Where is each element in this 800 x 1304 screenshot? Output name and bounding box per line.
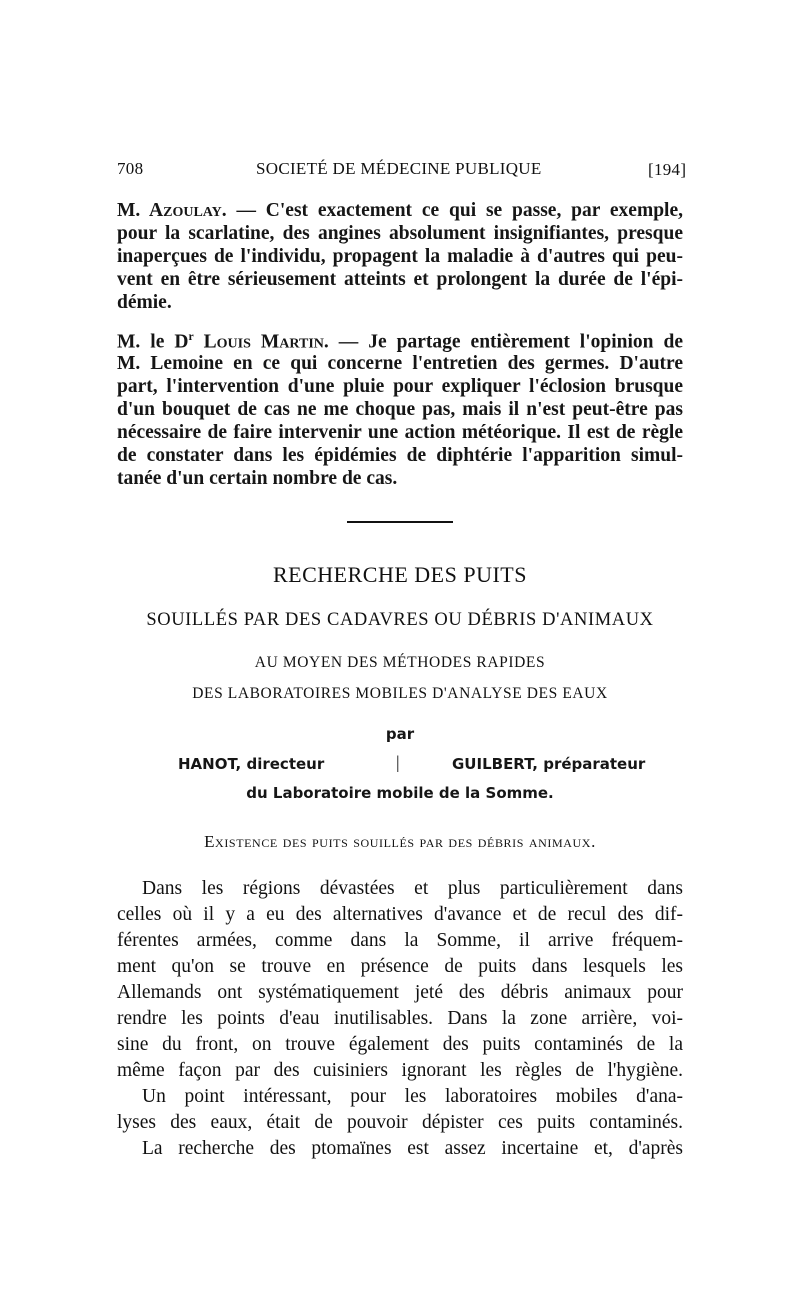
section-heading: Existence des puits souillés par des débris animaux. — [204, 832, 596, 851]
page-number: 708 — [117, 159, 144, 178]
body-line-2: celles où il y a eu des alternatives d'avance et de recul des dif- — [117, 904, 683, 925]
page-reference: [194] — [648, 160, 687, 179]
para1-line-5: démie. — [117, 292, 172, 313]
para2-line-7: tanée d'un certain nombre de cas. — [117, 468, 398, 489]
para2-line-2: M. Lemoine en ce qui concerne l'entretien des germes. D'autre — [117, 353, 683, 374]
para1-line-2: pour la scarlatine, des angines absolument insignifiantes, presque — [117, 223, 683, 244]
body-line-1: Dans les régions dévastées et plus particulièrement dans — [142, 878, 683, 899]
author-guilbert: GUILBERT, préparateur — [452, 755, 646, 773]
article-subtitle-line-2: DES LABORATOIRES MOBILES D'ANALYSE DES EAUX — [192, 685, 608, 702]
author-separator: | — [396, 752, 400, 772]
body-line-6: rendre les points d'eau inutilisables. Dans la zone arrière, voi- — [117, 1008, 683, 1029]
running-title: SOCIETÉ DE MÉDECINE PUBLIQUE — [256, 159, 542, 178]
article-subtitle-line-1: AU MOYEN DES MÉTHODES RAPIDES — [254, 654, 546, 671]
affiliation: du Laboratoire mobile de la Somme. — [246, 784, 554, 802]
body-line-8: même façon par des cuisiniers ignorant les règles de l'hygiène. — [117, 1060, 683, 1081]
para2-line-4: d'un bouquet de cas ne me choque pas, mais il n'est peut-être pas — [117, 399, 683, 420]
author-hanot: HANOT, directeur — [178, 755, 325, 773]
section-divider — [347, 521, 453, 523]
body-line-3: férentes armées, comme dans la Somme, il arrive fréquem- — [117, 930, 683, 951]
body-line-7: sine du front, on trouve également des puits contaminés de la — [117, 1034, 683, 1055]
body-line-4: ment qu'on se trouve en présence de puits dans lesquels les — [117, 956, 683, 977]
speaker-martin: Louis Martin. — [203, 331, 329, 353]
article-title: RECHERCHE DES PUITS — [273, 562, 527, 587]
para1-line-3: inaperçues de l'individu, propagent la maladie à d'autres qui peu- — [117, 246, 683, 267]
para2-line-6: de constater dans les épidémies de diphtérie l'apparition simul- — [117, 445, 683, 466]
article-subtitle: SOUILLÉS PAR DES CADAVRES OU DÉBRIS D'ANIMAUX — [146, 610, 654, 630]
body-line-10: lyses des eaux, était de pouvoir dépister ces puits contaminés. — [117, 1112, 683, 1133]
body-line-5: Allemands ont systématiquement jeté des débris animaux pour — [117, 982, 683, 1003]
para2-line-1: M. le $D^r$ Louis Martin. — Je partage entièrement l'opinion de — [117, 330, 684, 353]
para1-line-1: M. Azoulay. — C'est exactement ce qui se passe, par exemple, — [117, 200, 683, 221]
para2-line-5: nécessaire de faire intervenir une action météorique. Il est de règle — [117, 422, 683, 443]
speaker-azoulay: M. Azoulay. — [117, 200, 227, 221]
body-line-11: La recherche des ptomaïnes est assez incertaine et, d'après — [142, 1138, 683, 1159]
para2-line-3: part, l'intervention d'une pluie pour expliquer l'éclosion brusque — [117, 376, 683, 397]
body-line-9: Un point intéressant, pour les laboratoires mobiles d'ana- — [142, 1086, 683, 1107]
byline-par: par — [385, 725, 415, 743]
para1-line-4: vent en être sérieusement atteints et prolongent la durée de l'épi- — [117, 269, 683, 290]
